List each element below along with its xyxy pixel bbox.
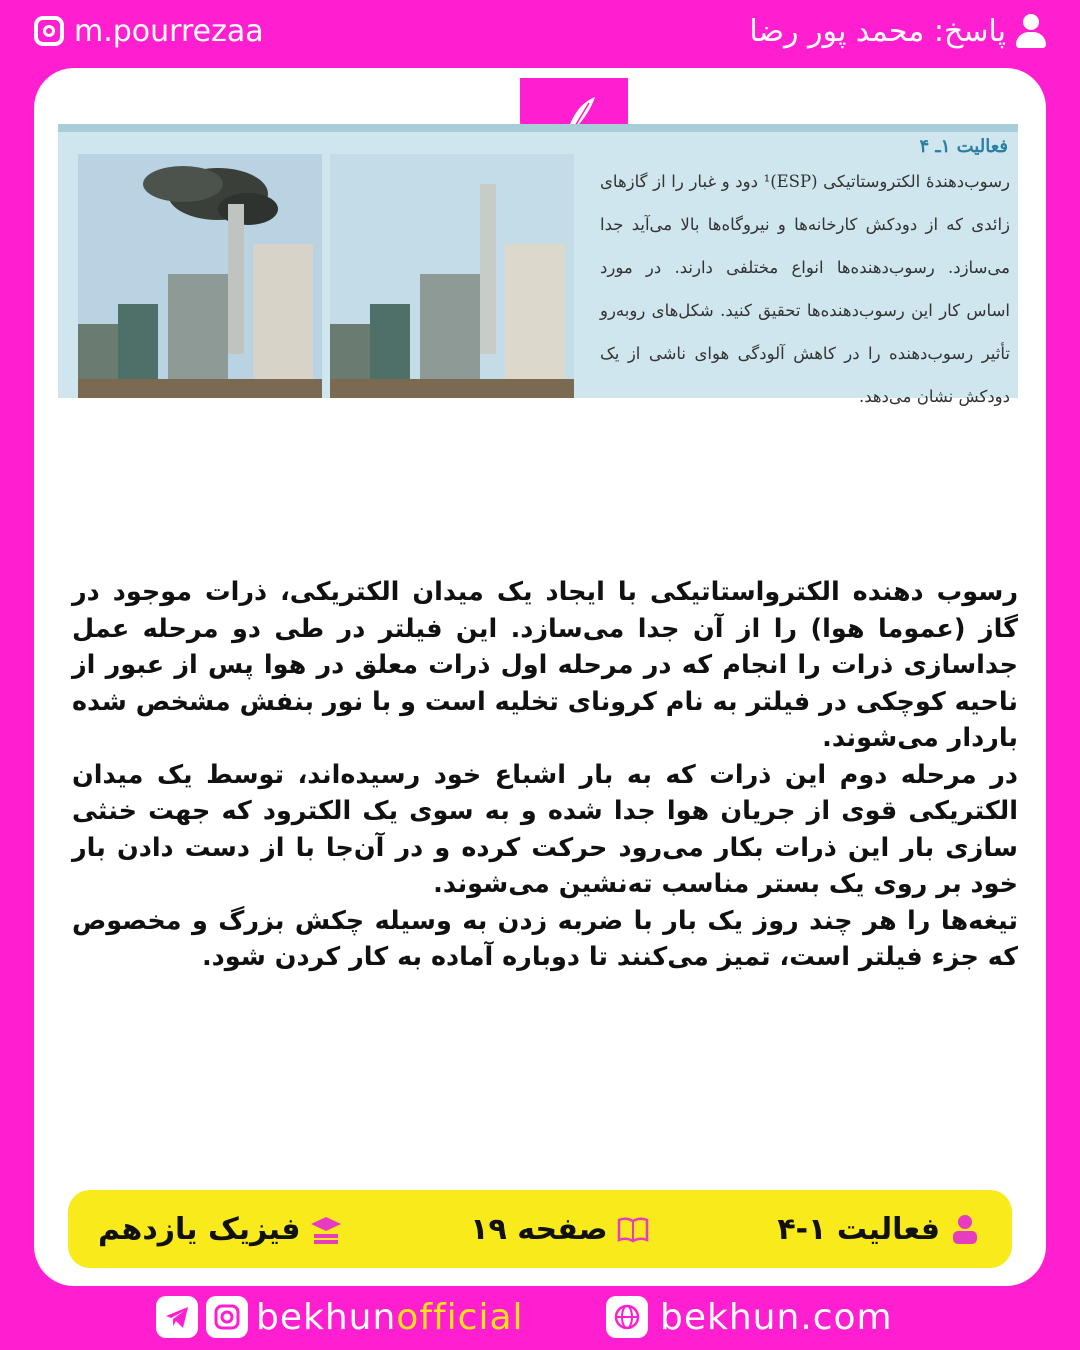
textbook-excerpt [58, 124, 1018, 406]
instagram-handle[interactable] [34, 12, 264, 50]
photo-smoking-chimney [78, 154, 322, 398]
activity-text: فعالیت ۱-۴ [777, 1211, 940, 1247]
brand-accent: official [396, 1296, 524, 1338]
footer [0, 1288, 1080, 1350]
person-icon [1016, 14, 1046, 48]
instagram-handle-text: m.pourrezaa [74, 13, 264, 49]
info-bar [68, 1190, 1012, 1268]
website-link[interactable] [606, 1296, 893, 1338]
subject-text: فیزیک یازدهم [98, 1211, 301, 1247]
page-info [470, 1212, 649, 1247]
instagram-icon[interactable] [206, 1296, 248, 1338]
instagram-icon [34, 16, 64, 46]
website-text: bekhun.com [660, 1296, 893, 1338]
answerer-text: پاسخ: محمد پور رضا [749, 13, 1006, 49]
brand-main: bekhun [256, 1296, 397, 1338]
brand-name [256, 1297, 524, 1338]
telegram-icon[interactable] [156, 1296, 198, 1338]
top-bar [0, 0, 1080, 62]
globe-icon [606, 1296, 648, 1338]
textbook-activity-label: فعالیت ۱ـ ۴ [919, 136, 1008, 157]
answer-paragraph-1: رسوب دهنده الکترواستاتیکی با ایجاد یک میدان الکتریکی، ذرات موجود در گاز (عموما هوا) را از آن جدا می‌سازد. این فیلتر در طی دو مرحله عمل جداسازی ذرات را انجام که در مرحله اول ذرات معلق در هوا پس از عبور از ناحیه کوچکی در فیلتر به نام کرونای تخلیه است و با نور بنفش مشخص شده باردار می‌شوند. [72, 577, 1018, 753]
graduation-cap-icon [309, 1212, 343, 1246]
open-book-icon [616, 1212, 650, 1246]
subject-info [98, 1212, 343, 1247]
page-text: صفحه ۱۹ [470, 1211, 608, 1247]
answerer-credit [749, 12, 1046, 50]
answer-paragraph-2: در مرحله دوم این ذرات که به بار اشباع خود رسیده‌اند، توسط یک میدان الکتریکی قوی از جریان هوا جدا شده و به سوی یک الکترود که جهت خنثی سازی بار این ذرات بکار می‌رود حرکت کرده و در آن‌جا با از دست دادن بار خود بر روی یک بستر مناسب ته‌نشین می‌شوند. [72, 759, 1018, 899]
social-brand[interactable] [156, 1296, 524, 1338]
photo-clean-chimney [330, 154, 574, 398]
textbook-header-rule [58, 124, 1018, 132]
activity-info [777, 1212, 982, 1247]
textbook-paragraph: رسوب‌دهندهٔ الکتروستاتیکی (ESP)¹ دود و غبار را از گازهای زائدی که از دودکش کارخانه‌ها و نیروگاه‌ها بالا می‌آید جدا می‌سازد. رسوب‌دهنده‌ها انواع مختلفی دارند. در مورد اساس کار این رسوب‌دهنده‌ها تحقیق کنید. شکل‌های روبه‌رو تأثیر رسوب‌دهنده را در کاهش آلودگی هوای ناشی از یک دودکش نشان می‌دهد. [600, 172, 1011, 406]
answer-text [72, 574, 1018, 976]
teacher-icon [948, 1212, 982, 1246]
content-card [34, 68, 1046, 1286]
answer-paragraph-3: تیغه‌ها را هر چند روز یک بار با ضربه زدن به وسیله چکش بزرگ و مخصوص که جزء فیلتر است، تمیز می‌کنند تا دوباره آماده به کار کردن شود. [72, 905, 1018, 972]
